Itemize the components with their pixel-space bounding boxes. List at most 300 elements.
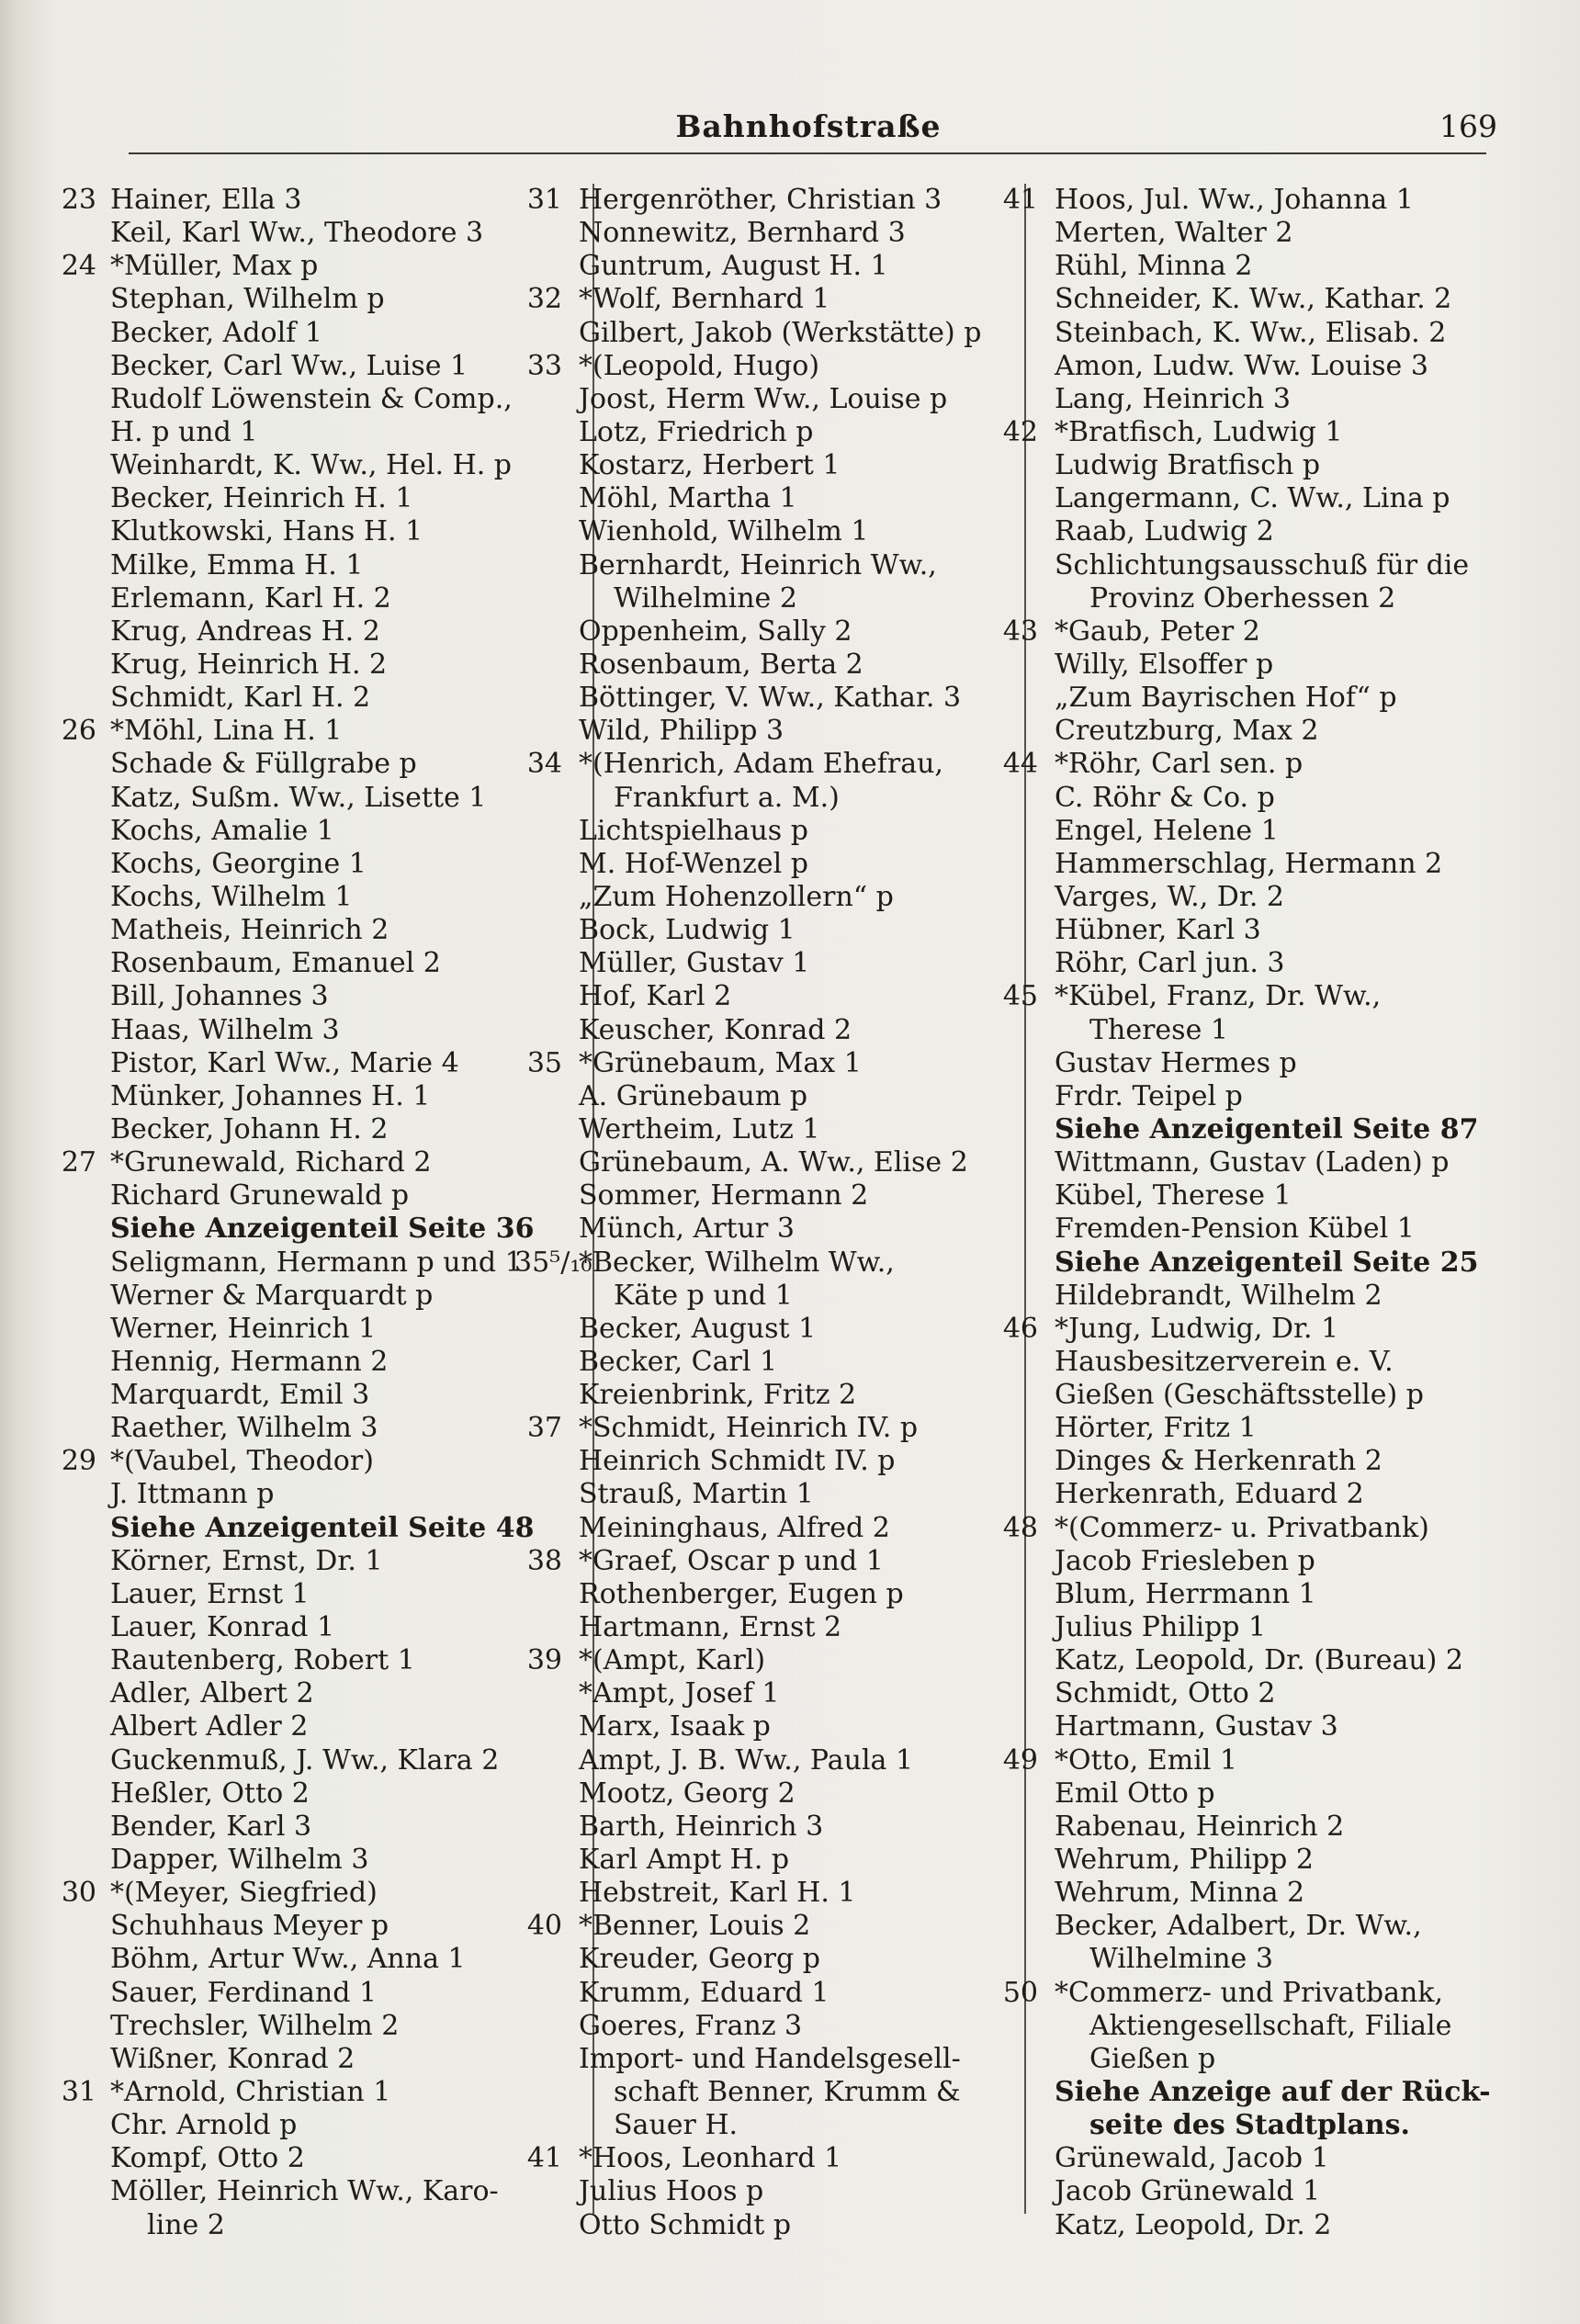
directory-entry: [992, 1478, 1507, 1511]
resident-name: Becker, August 1: [579, 1312, 817, 1345]
resident-name: Kochs, Amalie 1: [110, 814, 334, 847]
resident-name: Therese 1: [1089, 1013, 1228, 1046]
resident-name: Lauer, Konrad 1: [110, 1611, 335, 1644]
directory-entry: [28, 1977, 588, 2010]
resident-name: Rothenberger, Eugen p: [579, 1577, 904, 1610]
resident-name: Strauß, Martin 1: [579, 1478, 814, 1511]
directory-entry: [514, 980, 1020, 1013]
advertisement-reference: Siehe Anzeigenteil Seite 25: [1055, 1246, 1479, 1279]
directory-entry: [514, 1346, 1020, 1379]
directory-entry: [514, 1578, 1020, 1611]
directory-entry: [992, 1811, 1507, 1844]
resident-name: Kreienbrink, Fritz 2: [579, 1379, 857, 1412]
house-number: 35⁵/₁₀: [514, 1246, 592, 1279]
house-number: 30: [61, 1877, 96, 1910]
resident-name: Werner, Heinrich 1: [110, 1312, 377, 1345]
house-number: 34: [526, 748, 562, 781]
directory-entry: [992, 1844, 1507, 1877]
resident-name: Katz, Leopold, Dr. (Bureau) 2: [1055, 1644, 1463, 1677]
resident-name: Trechsler, Wilhelm 2: [110, 2009, 400, 2042]
directory-entry: [992, 383, 1507, 416]
resident-name: Hammerschlag, Hermann 2: [1055, 847, 1443, 880]
resident-name: Wißner, Konrad 2: [110, 2042, 356, 2075]
resident-name: Erlemann, Karl H. 2: [110, 581, 391, 615]
directory-entry: [992, 815, 1507, 848]
directory-entry: [28, 515, 588, 548]
directory-entry: [992, 449, 1507, 482]
resident-name: Sommer, Hermann 2: [579, 1179, 869, 1213]
directory-entry: [992, 1014, 1507, 1047]
house-number-entry: [992, 748, 1507, 781]
directory-entry: [992, 482, 1507, 515]
resident-name: Kochs, Georgine 1: [110, 847, 367, 880]
directory-entry: [992, 250, 1507, 283]
resident-name: Provinz Oberhessen 2: [1089, 581, 1396, 615]
directory-entry: [514, 482, 1020, 515]
resident-name: Rühl, Minna 2: [1055, 250, 1253, 283]
resident-name: Hildebrandt, Wilhelm 2: [1055, 1279, 1382, 1312]
resident-name: C. Röhr & Co. p: [1055, 781, 1275, 814]
directory-entry: [992, 217, 1507, 250]
resident-name: Möller, Heinrich Ww., Karo-: [110, 2175, 499, 2208]
directory-entry: [992, 1047, 1507, 1080]
resident-name: Guckenmuß, J. Ww., Klara 2: [110, 1743, 500, 1777]
resident-name: *Möhl, Lina H. 1: [110, 715, 343, 748]
resident-name: Röhr, Carl jun. 3: [1055, 947, 1285, 980]
resident-name: Münker, Johannes H. 1: [110, 1079, 431, 1112]
resident-name: Amon, Ludw. Ww. Louise 3: [1055, 349, 1428, 382]
directory-entry: [28, 980, 588, 1013]
resident-name: Julius Philipp 1: [1055, 1611, 1267, 1644]
resident-name: Wertheim, Lutz 1: [579, 1112, 820, 1145]
resident-name: Lauer, Ernst 1: [110, 1577, 310, 1610]
directory-entry: [28, 1412, 588, 1445]
house-number: 49: [1002, 1743, 1038, 1777]
resident-name: Becker, Carl Ww., Luise 1: [110, 349, 468, 382]
resident-name: Wehrum, Philipp 2: [1055, 1844, 1314, 1877]
resident-name: Krug, Andreas H. 2: [110, 615, 380, 648]
directory-entry: [514, 1777, 1020, 1811]
resident-name: Aktiengesellschaft, Filiale: [1089, 2009, 1452, 2042]
advertisement-reference: Siehe Anzeige auf der Rück-: [1055, 2076, 1491, 2109]
resident-name: Fremden-Pension Kübel 1: [1055, 1213, 1415, 1246]
house-number-entry: [992, 1512, 1507, 1545]
directory-entry: [514, 1977, 1020, 2010]
house-number-entry: [28, 1877, 588, 1910]
directory-entry: [28, 782, 588, 815]
house-number-entry: [28, 184, 588, 217]
resident-name: Keil, Karl Ww., Theodore 3: [110, 217, 484, 250]
resident-name: Jacob Friesleben p: [1055, 1544, 1315, 1577]
resident-name: Wehrum, Minna 2: [1055, 1877, 1305, 1910]
directory-entry: [28, 1246, 592, 1280]
resident-name: Hennig, Hermann 2: [110, 1345, 389, 1378]
directory-entry: [514, 914, 1020, 947]
resident-name: Schuhhaus Meyer p: [110, 1910, 389, 1943]
directory-entry: [992, 1080, 1507, 1113]
directory-entry: [992, 848, 1507, 881]
directory-entry: [992, 1445, 1507, 1478]
resident-name: Mootz, Georg 2: [579, 1777, 796, 1810]
house-number-entry: [28, 1146, 588, 1179]
directory-entry: [28, 1014, 588, 1047]
house-number-entry: [992, 1977, 1507, 2010]
directory-entry: [28, 1313, 588, 1346]
directory-entry: [514, 1445, 1020, 1478]
directory-entry: [28, 383, 588, 416]
page-number: 169: [1439, 108, 1497, 144]
house-number-entry: [28, 2076, 588, 2109]
house-number-entry: [28, 715, 588, 748]
directory-entry: [514, 1213, 1020, 1246]
resident-name: Dinges & Herkenrath 2: [1055, 1445, 1382, 1478]
resident-name: Albert Adler 2: [110, 1710, 309, 1743]
house-number-entry: [992, 1744, 1507, 1777]
resident-name: *Becker, Wilhelm Ww.,: [579, 1246, 895, 1279]
directory-entry: [514, 1179, 1020, 1213]
directory-entry: [28, 1346, 588, 1379]
house-number: 43: [1002, 615, 1038, 648]
directory-entry: [514, 649, 1020, 682]
house-number: 48: [1002, 1511, 1038, 1544]
resident-name: Bernhardt, Heinrich Ww.,: [579, 548, 937, 581]
directory-entry: [514, 2175, 1020, 2208]
resident-name: Dapper, Wilhelm 3: [110, 1844, 369, 1877]
house-number-entry: [514, 1545, 1020, 1578]
resident-name: „Zum Bayrischen Hof“ p: [1055, 682, 1397, 715]
directory-entry: [514, 1478, 1020, 1511]
column-3: [992, 184, 1507, 2242]
directory-entry: [514, 2076, 1020, 2109]
directory-entry: [514, 1379, 1020, 1412]
resident-name: H. p und 1: [110, 415, 258, 448]
house-number-entry: [28, 250, 588, 283]
directory-entry: [28, 1080, 588, 1113]
resident-name: Hübner, Karl 3: [1055, 914, 1261, 947]
resident-name: Hebstreit, Karl H. 1: [579, 1877, 856, 1910]
resident-name: Ampt, J. B. Ww., Paula 1: [579, 1743, 914, 1777]
resident-name: Münch, Artur 3: [579, 1213, 795, 1246]
resident-name: *Jung, Ludwig, Dr. 1: [1055, 1312, 1339, 1345]
directory-entry: [28, 682, 588, 715]
directory-entry: [514, 1080, 1020, 1113]
directory-entry: [28, 1811, 588, 1844]
directory-entry: [514, 1811, 1020, 1844]
resident-name: Wienhold, Wilhelm 1: [579, 515, 869, 548]
resident-name: Wilhelmine 3: [1089, 1943, 1273, 1976]
directory-entry: [992, 649, 1507, 682]
directory-entry: [28, 1478, 588, 1511]
directory-entry: [992, 1280, 1507, 1313]
directory-entry: [992, 1943, 1507, 1976]
directory-entry: [514, 682, 1020, 715]
house-number: 35: [526, 1046, 562, 1079]
resident-name: *Wolf, Bernhard 1: [579, 283, 830, 316]
directory-entry: [992, 1379, 1507, 1412]
resident-name: *Müller, Max p: [110, 250, 319, 283]
directory-entry: [28, 283, 588, 316]
directory-entry: [28, 549, 588, 582]
directory-entry: [514, 848, 1020, 881]
directory-entry: [992, 283, 1507, 316]
directory-entry: [992, 1179, 1507, 1213]
house-number-entry: [992, 1313, 1507, 1346]
directory-entry: [28, 350, 588, 383]
directory-entry: [992, 1146, 1507, 1179]
resident-name: Schlichtungsausschuß für die: [1055, 548, 1470, 581]
resident-name: „Zum Hohenzollern“ p: [579, 880, 894, 913]
resident-name: Steinbach, K. Ww., Elisab. 2: [1055, 316, 1447, 349]
directory-entry: [514, 1014, 1020, 1047]
directory-entry: [514, 1146, 1020, 1179]
directory-entry: [28, 815, 588, 848]
directory-entry: [514, 449, 1020, 482]
house-number: 40: [526, 1910, 562, 1943]
house-number: 26: [61, 715, 96, 748]
resident-name: Käte p und 1: [614, 1279, 793, 1312]
resident-name: Grünebaum, A. Ww., Elise 2: [579, 1146, 968, 1179]
resident-name: Lotz, Friedrich p: [579, 415, 814, 448]
page-header: [119, 108, 1497, 154]
directory-entry: [992, 350, 1507, 383]
directory-entry: [514, 1313, 1020, 1346]
directory-entry: [514, 615, 1020, 649]
resident-name: *Grunewald, Richard 2: [110, 1146, 432, 1179]
house-number-entry: [992, 980, 1507, 1013]
house-number-entry: [514, 184, 1020, 217]
resident-name: Frdr. Teipel p: [1055, 1079, 1243, 1112]
directory-entry: [28, 1744, 588, 1777]
directory-entry: [992, 582, 1507, 615]
directory-entry: [514, 317, 1020, 350]
directory-entry: [28, 1512, 588, 1545]
directory-entry: [28, 217, 588, 250]
resident-name: *(Henrich, Adam Ehefrau,: [579, 748, 943, 781]
directory-entry: [992, 1777, 1507, 1811]
resident-name: Willy, Elsoffer p: [1055, 648, 1274, 681]
resident-name: Jacob Grünewald 1: [1055, 2175, 1321, 2208]
resident-name: Milke, Emma H. 1: [110, 548, 364, 581]
directory-entry: [514, 1744, 1020, 1777]
directory-entry: [992, 1910, 1507, 1943]
directory-entry: [992, 2043, 1507, 2076]
directory-entry: [28, 1179, 588, 1213]
directory-entry: [514, 1280, 1020, 1313]
resident-name: Herkenrath, Eduard 2: [1055, 1478, 1364, 1511]
directory-entry: [514, 1677, 1020, 1710]
directory-entry: [514, 1611, 1020, 1644]
directory-entry: [28, 1379, 588, 1412]
resident-name: Blum, Herrmann 1: [1055, 1577, 1316, 1610]
house-number-entry: [514, 2142, 1020, 2175]
resident-name: Hergenröther, Christian 3: [579, 184, 942, 216]
house-number: 42: [1002, 415, 1038, 448]
directory-entry: [992, 2175, 1507, 2208]
directory-entry: [514, 815, 1020, 848]
resident-name: Oppenheim, Sally 2: [579, 615, 852, 648]
resident-name: Otto Schmidt p: [579, 2208, 792, 2241]
resident-name: Sauer, Ferdinand 1: [110, 1976, 378, 2009]
resident-name: Becker, Johann H. 2: [110, 1112, 389, 1145]
directory-entry: [28, 1910, 588, 1943]
house-number-entry: [514, 1412, 1020, 1445]
directory-entry: [28, 2010, 588, 2043]
resident-name: Kreuder, Georg p: [579, 1943, 820, 1976]
directory-entry: [514, 549, 1020, 582]
advertisement-reference: seite des Stadtplans.: [1089, 2109, 1410, 2142]
directory-entry: [28, 2043, 588, 2076]
resident-name: Kompf, Otto 2: [110, 2142, 305, 2175]
house-number-entry: [514, 1047, 1020, 1080]
resident-name: Kostarz, Herbert 1: [579, 449, 841, 482]
directory-entry: [514, 416, 1020, 449]
resident-name: Schade & Füllgrabe p: [110, 748, 417, 781]
directory-entry: [28, 615, 588, 649]
resident-name: Becker, Heinrich H. 1: [110, 482, 413, 515]
resident-name: Schneider, K. Ww., Kathar. 2: [1055, 283, 1452, 316]
directory-entry: [992, 1213, 1507, 1246]
resident-name: Klutkowski, Hans H. 1: [110, 515, 423, 548]
resident-name: *Otto, Emil 1: [1055, 1743, 1237, 1777]
house-number: 39: [526, 1644, 562, 1677]
house-number: 38: [526, 1544, 562, 1577]
resident-name: *Kübel, Franz, Dr. Ww.,: [1055, 980, 1382, 1013]
resident-name: *Grünebaum, Max 1: [579, 1046, 862, 1079]
directory-entry: [514, 1512, 1020, 1545]
resident-name: Raether, Wilhelm 3: [110, 1412, 378, 1445]
resident-name: Hof, Karl 2: [579, 980, 732, 1013]
resident-name: Katz, Leopold, Dr. 2: [1055, 2208, 1332, 2241]
resident-name: Emil Otto p: [1055, 1777, 1215, 1810]
resident-name: Joost, Herm Ww., Louise p: [579, 382, 948, 415]
directory-entry: [28, 1710, 588, 1743]
resident-name: *(Meyer, Siegfried): [110, 1877, 378, 1910]
directory-entry: [514, 250, 1020, 283]
directory-entry: [28, 914, 588, 947]
resident-name: Körner, Ernst, Dr. 1: [110, 1544, 383, 1577]
house-number: 32: [526, 283, 562, 316]
resident-name: schaft Benner, Krumm &: [614, 2076, 961, 2109]
resident-name: Böttinger, V. Ww., Kathar. 3: [579, 682, 962, 715]
resident-name: Hartmann, Gustav 3: [1055, 1710, 1338, 1743]
resident-name: *Ampt, Josef 1: [579, 1677, 780, 1710]
resident-name: Marquardt, Emil 3: [110, 1379, 370, 1412]
directory-entry: [992, 515, 1507, 548]
resident-name: *Gaub, Peter 2: [1055, 615, 1260, 648]
house-number-entry: [514, 748, 1020, 781]
directory-entry: [514, 2209, 1020, 2242]
resident-name: *Commerz- und Privatbank,: [1055, 1976, 1444, 2009]
house-number: 31: [61, 2076, 96, 2109]
directory-entry: [992, 2142, 1507, 2175]
directory-entry: [992, 782, 1507, 815]
resident-name: J. Ittmann p: [110, 1478, 275, 1511]
resident-name: Guntrum, August H. 1: [579, 250, 888, 283]
directory-entry: [514, 1844, 1020, 1877]
resident-name: Schmidt, Otto 2: [1055, 1677, 1276, 1710]
resident-name: Chr. Arnold p: [110, 2109, 298, 2142]
directory-entry: [28, 1578, 588, 1611]
house-number-entry: [514, 283, 1020, 316]
resident-name: Heßler, Otto 2: [110, 1777, 310, 1810]
resident-name: Adler, Albert 2: [110, 1677, 314, 1710]
directory-entry: [992, 2076, 1507, 2109]
resident-name: *(Commerz- u. Privatbank): [1055, 1511, 1429, 1544]
directory-entry: [514, 582, 1020, 615]
resident-name: Nonnewitz, Bernhard 3: [579, 217, 906, 250]
resident-name: Möhl, Martha 1: [579, 482, 797, 515]
directory-entry: [28, 881, 588, 914]
directory-entry: [992, 914, 1507, 947]
resident-name: Ludwig Bratfisch p: [1055, 449, 1321, 482]
resident-name: *(Vaubel, Theodor): [110, 1445, 374, 1478]
house-number: 31: [526, 184, 562, 216]
resident-name: Bock, Ludwig 1: [579, 914, 796, 947]
resident-name: Rautenberg, Robert 1: [110, 1644, 415, 1677]
directory-entry: [28, 2109, 588, 2142]
resident-name: Becker, Carl 1: [579, 1345, 778, 1378]
resident-name: Merten, Walter 2: [1055, 217, 1293, 250]
resident-name: *Benner, Louis 2: [579, 1910, 811, 1943]
directory-entry: [992, 881, 1507, 914]
directory-entry: [28, 1644, 588, 1677]
directory-entry: [514, 1943, 1020, 1976]
directory-entry: [28, 1213, 588, 1246]
resident-name: Rabenau, Heinrich 2: [1055, 1810, 1345, 1843]
directory-entry: [992, 1644, 1507, 1677]
directory-entry: [992, 549, 1507, 582]
resident-name: A. Grünebaum p: [579, 1079, 808, 1112]
resident-name: Marx, Isaak p: [579, 1710, 771, 1743]
directory-entry: [28, 947, 588, 980]
resident-name: Matheis, Heinrich 2: [110, 914, 389, 947]
house-number: 45: [1002, 980, 1038, 1013]
resident-name: Wild, Philipp 3: [579, 715, 784, 748]
resident-name: Krumm, Eduard 1: [579, 1976, 830, 2009]
resident-name: Hainer, Ella 3: [110, 184, 302, 216]
resident-name: Karl Ampt H. p: [579, 1844, 790, 1877]
resident-name: Richard Grunewald p: [110, 1179, 410, 1213]
directory-entry: [514, 881, 1020, 914]
house-number-entry: [992, 184, 1507, 217]
resident-name: Seligmann, Hermann p und 1: [110, 1246, 523, 1279]
resident-name: Meininghaus, Alfred 2: [579, 1511, 890, 1544]
house-number-entry: [514, 350, 1020, 383]
directory-entry: [28, 748, 588, 781]
resident-name: line 2: [147, 2208, 225, 2241]
resident-name: Frankfurt a. M.): [614, 781, 840, 814]
resident-name: Becker, Adolf 1: [110, 316, 322, 349]
resident-name: Sauer H.: [614, 2109, 739, 2142]
directory-entry: [992, 317, 1507, 350]
resident-name: Wilhelmine 2: [614, 581, 797, 615]
house-number: 33: [526, 349, 562, 382]
directory-entry: [514, 383, 1020, 416]
resident-name: Gustav Hermes p: [1055, 1046, 1297, 1079]
resident-name: Keuscher, Konrad 2: [579, 1013, 852, 1046]
directory-entry: [992, 947, 1507, 980]
directory-entry: [514, 515, 1020, 548]
directory-entry: [992, 715, 1507, 748]
resident-name: *Arnold, Christian 1: [110, 2076, 391, 2109]
advertisement-reference: Siehe Anzeigenteil Seite 36: [110, 1213, 535, 1246]
resident-name: Creutzburg, Max 2: [1055, 715, 1319, 748]
directory-entry: [28, 2142, 588, 2175]
resident-name: Kochs, Wilhelm 1: [110, 880, 353, 913]
directory-entry: [28, 1677, 588, 1710]
resident-name: Raab, Ludwig 2: [1055, 515, 1274, 548]
resident-name: Rosenbaum, Emanuel 2: [110, 947, 441, 980]
